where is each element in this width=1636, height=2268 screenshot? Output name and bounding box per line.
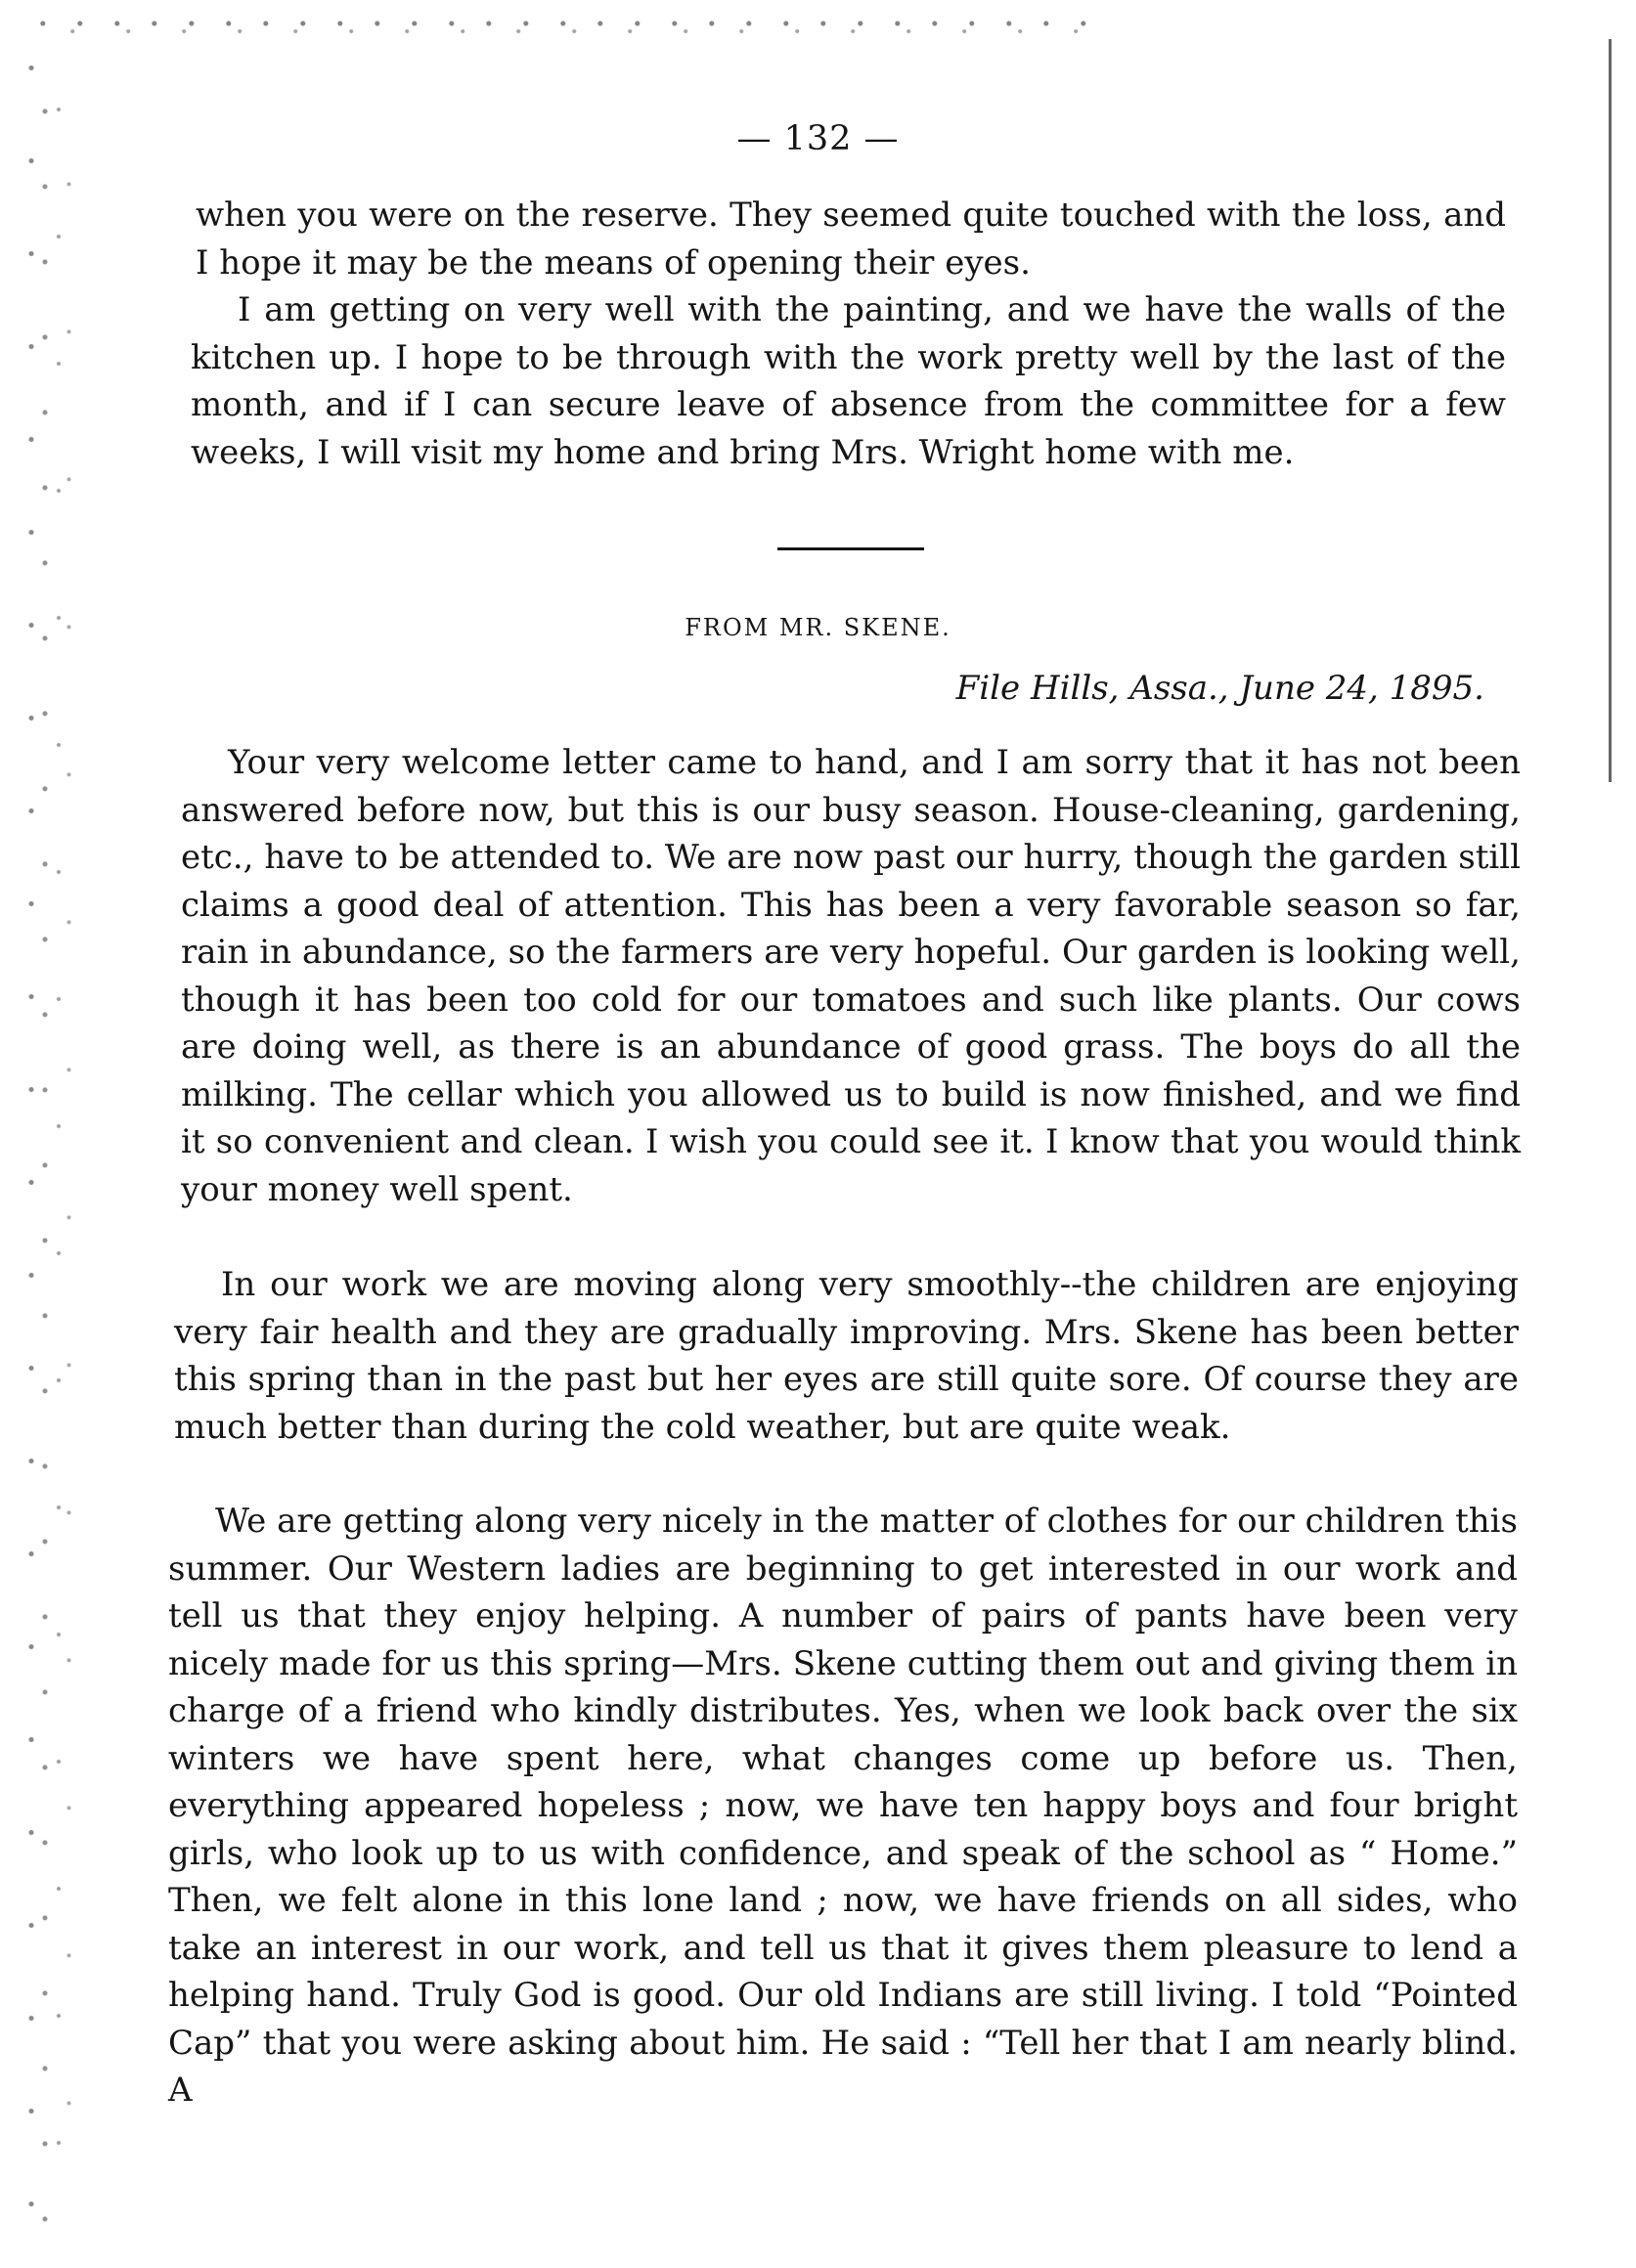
- clothes-paragraph: We are getting along very nicely in the matter of clothes for our children this summer. Our Western ladies are beginning to get interested in our work and tell us that they enjoy helping. A number of pairs of pants have been very nicely made for us this spring—Mrs. Skene cutting them out and giving them in charge of a friend who kindly distributes. Yes, when we look back over the six winters we have spent here, what changes come up before us. Then, everything appeared hopeless ; now, we have ten happy boys and four bright girls, who look up to us with confidence, and speak of the school as “ Home.” Then, we felt alone in this lone land ; now, we have friends on all sides, who take an interest in our work, and tell us that it gives them pleasure to lend a helping hand. Truly God is good. Our old Indians are still living. I told “Pointed Cap” that you were asking about him. He said : “Tell her that I am nearly blind. A: [168, 1502, 1518, 2110]
- section-divider: [777, 547, 924, 550]
- welcome-paragraph: Your very welcome letter came to hand, and I am sorry that it has not been answered before now, but this is our busy season. House-cleaning, gardening, etc., have to be attended to. We are now past our hurry, though the garden still claims a good deal of attention. This has been a very favorable season so far, rain in abundance, so the farmers are very hopeful. Our garden is looking well, though it has been too cold for our tomatoes and such like plants. Our cows are doing well, as there is an abundance of good grass. The boys do all the milking. The cellar which you allowed us to build is now finished, and we find it so convenient and clean. I wish you could see it. I know that you would think your money well spent.: [181, 743, 1521, 1209]
- letter-heading: FROM MR. SKENE.: [685, 614, 951, 641]
- work-paragraph: In our work we are moving along very smoothly--the children are enjoying very fair health and they are gradually improving. Mrs. Skene has been better this spring than in the past but her eyes are still quite sore. Of course they are much better than during the cold weather, but are quite weak.: [174, 1265, 1519, 1447]
- scan-noise-top: [39, 8, 1115, 47]
- page-number: — 132 —: [736, 119, 900, 158]
- continuation-paragraph: when you were on the reserve. They seemed quite touched with the loss, and I hope it may be the means of opening their eyes.: [196, 196, 1506, 283]
- letter-dateline: File Hills, Assa., June 24, 1895.: [955, 669, 1484, 708]
- scan-noise-left: [18, 59, 86, 2239]
- painting-paragraph: I am getting on very well with the painting, and we have the walls of the kitchen up. I hope to be through with the work pretty well by the last of the month, and if I can secure leave of absence from the committee for a few weeks, I will visit my home and bring Mrs. Wright home with me.: [191, 290, 1506, 472]
